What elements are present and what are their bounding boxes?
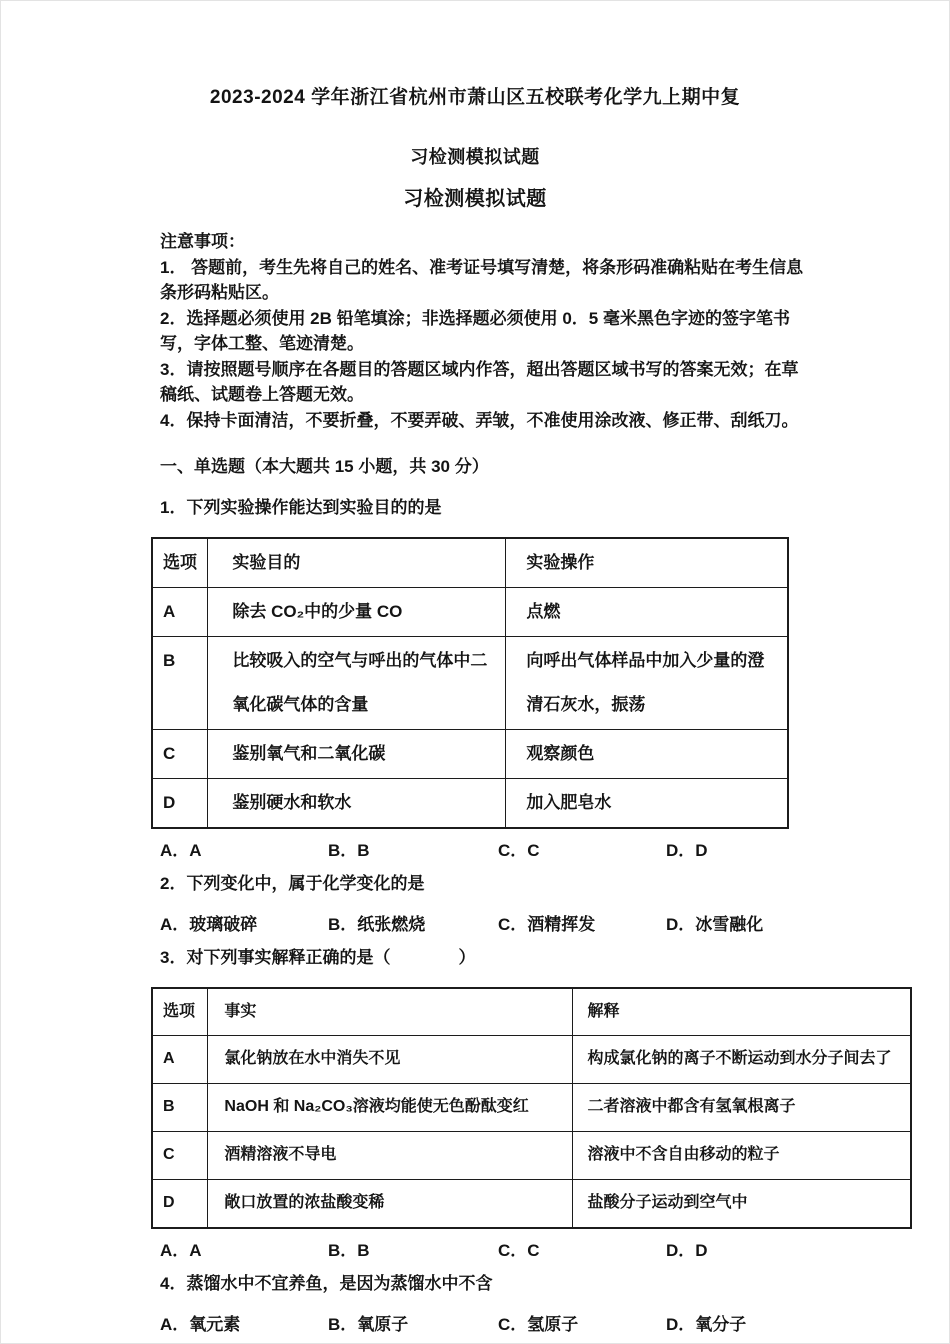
q3-row-c-option: C <box>152 1132 208 1180</box>
question-3-choices <box>160 1239 815 1263</box>
q3-row-b-option: B <box>152 1084 208 1132</box>
question-2-choices <box>160 913 815 937</box>
q3-table-row-d <box>152 1180 911 1228</box>
q1-row-a-operation: 点燃 <box>506 588 788 637</box>
q3-row-b-explanation: 二者溶液中都含有氢氧根离子 <box>573 1084 911 1132</box>
q3-choice-b: B．B <box>328 1240 370 1260</box>
q3-row-b-fact: NaOH 和 Na₂CO₃溶液均能使无色酚酞变红 <box>208 1084 573 1132</box>
q1-table-row-a <box>152 588 788 637</box>
q4-choice-d: D．氧分子 <box>666 1314 747 1334</box>
question-1-table <box>151 537 789 829</box>
notice-section <box>160 229 815 433</box>
q1-row-d-purpose: 鉴别硬水和软水 <box>208 779 506 829</box>
q1-choice-b: B．B <box>328 841 370 860</box>
q1-table-header-row <box>152 538 788 588</box>
q3-choice-a: A．A <box>160 1240 202 1260</box>
q3-choice-d: D．D <box>666 1240 708 1260</box>
page-title-line-2: 习检测模拟试题 <box>410 147 540 167</box>
q1-row-b-option: B <box>152 637 208 730</box>
q3-header-option: 选项 <box>152 988 208 1036</box>
q1-table-row-d <box>152 779 788 829</box>
notice-item-1: 1． 答题前，考生先将自己的姓名、准考证号填写清楚，将条形码准确粘贴在考生信息条形码粘贴区。 <box>160 257 804 302</box>
notice-item-2: 2．选择题必须使用 2B 铅笔填涂；非选择题必须使用 0．5 毫米黑色字迹的签字笔书写，字体工整、笔迹清楚。 <box>160 308 790 353</box>
q3-row-d-explanation: 盐酸分子运动到空气中 <box>573 1180 911 1228</box>
question-2-text: 2．下列变化中，属于化学变化的是 <box>160 874 425 893</box>
q1-table-row-c <box>152 730 788 779</box>
section-heading-single-choice: 一、单选题（本大题共 15 小题，共 30 分） <box>160 457 489 476</box>
q1-row-a-option: A <box>152 588 208 637</box>
question-3-text: 3．对下列事实解释正确的是（ ） <box>160 948 476 967</box>
q1-row-a-purpose: 除去 CO₂中的少量 CO <box>208 588 506 637</box>
q1-choice-d: D．D <box>666 841 708 860</box>
q3-table-row-b <box>152 1084 911 1132</box>
notice-item-4: 4．保持卡面清洁，不要折叠，不要弄破、弄皱，不准使用涂改液、修正带、刮纸刀。 <box>160 410 799 430</box>
q1-row-c-purpose: 鉴别氧气和二氧化碳 <box>208 730 506 779</box>
q3-table-header-row <box>152 988 911 1036</box>
notice-heading: 注意事项： <box>160 232 245 251</box>
q3-table-row-a <box>152 1036 911 1084</box>
q4-choice-b: B．氧原子 <box>328 1314 409 1334</box>
question-4-choices <box>160 1313 815 1337</box>
q1-row-b-operation: 向呼出气体样品中加入少量的澄清石灰水，振荡 <box>506 637 788 730</box>
q3-row-d-fact: 敞口放置的浓盐酸变稀 <box>208 1180 573 1228</box>
question-1-text: 1．下列实验操作能达到实验目的的是 <box>160 498 442 517</box>
q1-header-option: 选项 <box>152 538 208 588</box>
q1-row-d-option: D <box>152 779 208 829</box>
q3-row-a-option: A <box>152 1036 208 1084</box>
question-3-table <box>151 987 912 1229</box>
q1-header-purpose: 实验目的 <box>208 538 506 588</box>
page-title-line-1: 2023-2024 学年浙江省杭州市萧山区五校联考化学九上期中复 <box>209 87 741 108</box>
q3-header-explanation: 解释 <box>573 988 911 1036</box>
q1-row-c-option: C <box>152 730 208 779</box>
q1-row-b-purpose: 比较吸入的空气与呼出的气体中二氧化碳气体的含量 <box>208 637 506 730</box>
q1-choice-a: A．A <box>160 841 202 860</box>
q3-row-c-fact: 酒精溶液不导电 <box>208 1132 573 1180</box>
q3-row-c-explanation: 溶液中不含自由移动的粒子 <box>573 1132 911 1180</box>
q2-choice-b: B．纸张燃烧 <box>328 915 426 934</box>
q1-row-d-operation: 加入肥皂水 <box>506 779 788 829</box>
q1-choice-c: C．C <box>498 841 540 860</box>
q2-choice-d: D．冰雪融化 <box>666 915 764 934</box>
page-title-line-3: 习检测模拟试题 <box>403 188 547 210</box>
q4-choice-c: C．氢原子 <box>498 1314 579 1334</box>
q1-table-row-b <box>152 637 788 730</box>
q1-header-operation: 实验操作 <box>506 538 788 588</box>
q3-table-row-c <box>152 1132 911 1180</box>
question-1-choices <box>160 839 815 863</box>
q4-choice-a: A．氧元素 <box>160 1314 241 1334</box>
q3-row-a-fact: 氯化钠放在水中消失不见 <box>208 1036 573 1084</box>
q3-choice-c: C．C <box>498 1240 540 1260</box>
q1-row-c-operation: 观察颜色 <box>506 730 788 779</box>
q2-choice-a: A．玻璃破碎 <box>160 915 258 934</box>
q2-choice-c: C．酒精挥发 <box>498 915 596 934</box>
notice-item-3: 3．请按照题号顺序在各题目的答题区域内作答，超出答题区域书写的答案无效；在草稿纸、试题卷上答题无效。 <box>160 359 799 404</box>
q3-row-d-option: D <box>152 1180 208 1228</box>
q3-header-fact: 事实 <box>208 988 573 1036</box>
question-4-text: 4．蒸馏水中不宜养鱼，是因为蒸馏水中不含 <box>160 1273 493 1293</box>
q3-row-a-explanation: 构成氯化钠的离子不断运动到水分子间去了 <box>573 1036 911 1084</box>
